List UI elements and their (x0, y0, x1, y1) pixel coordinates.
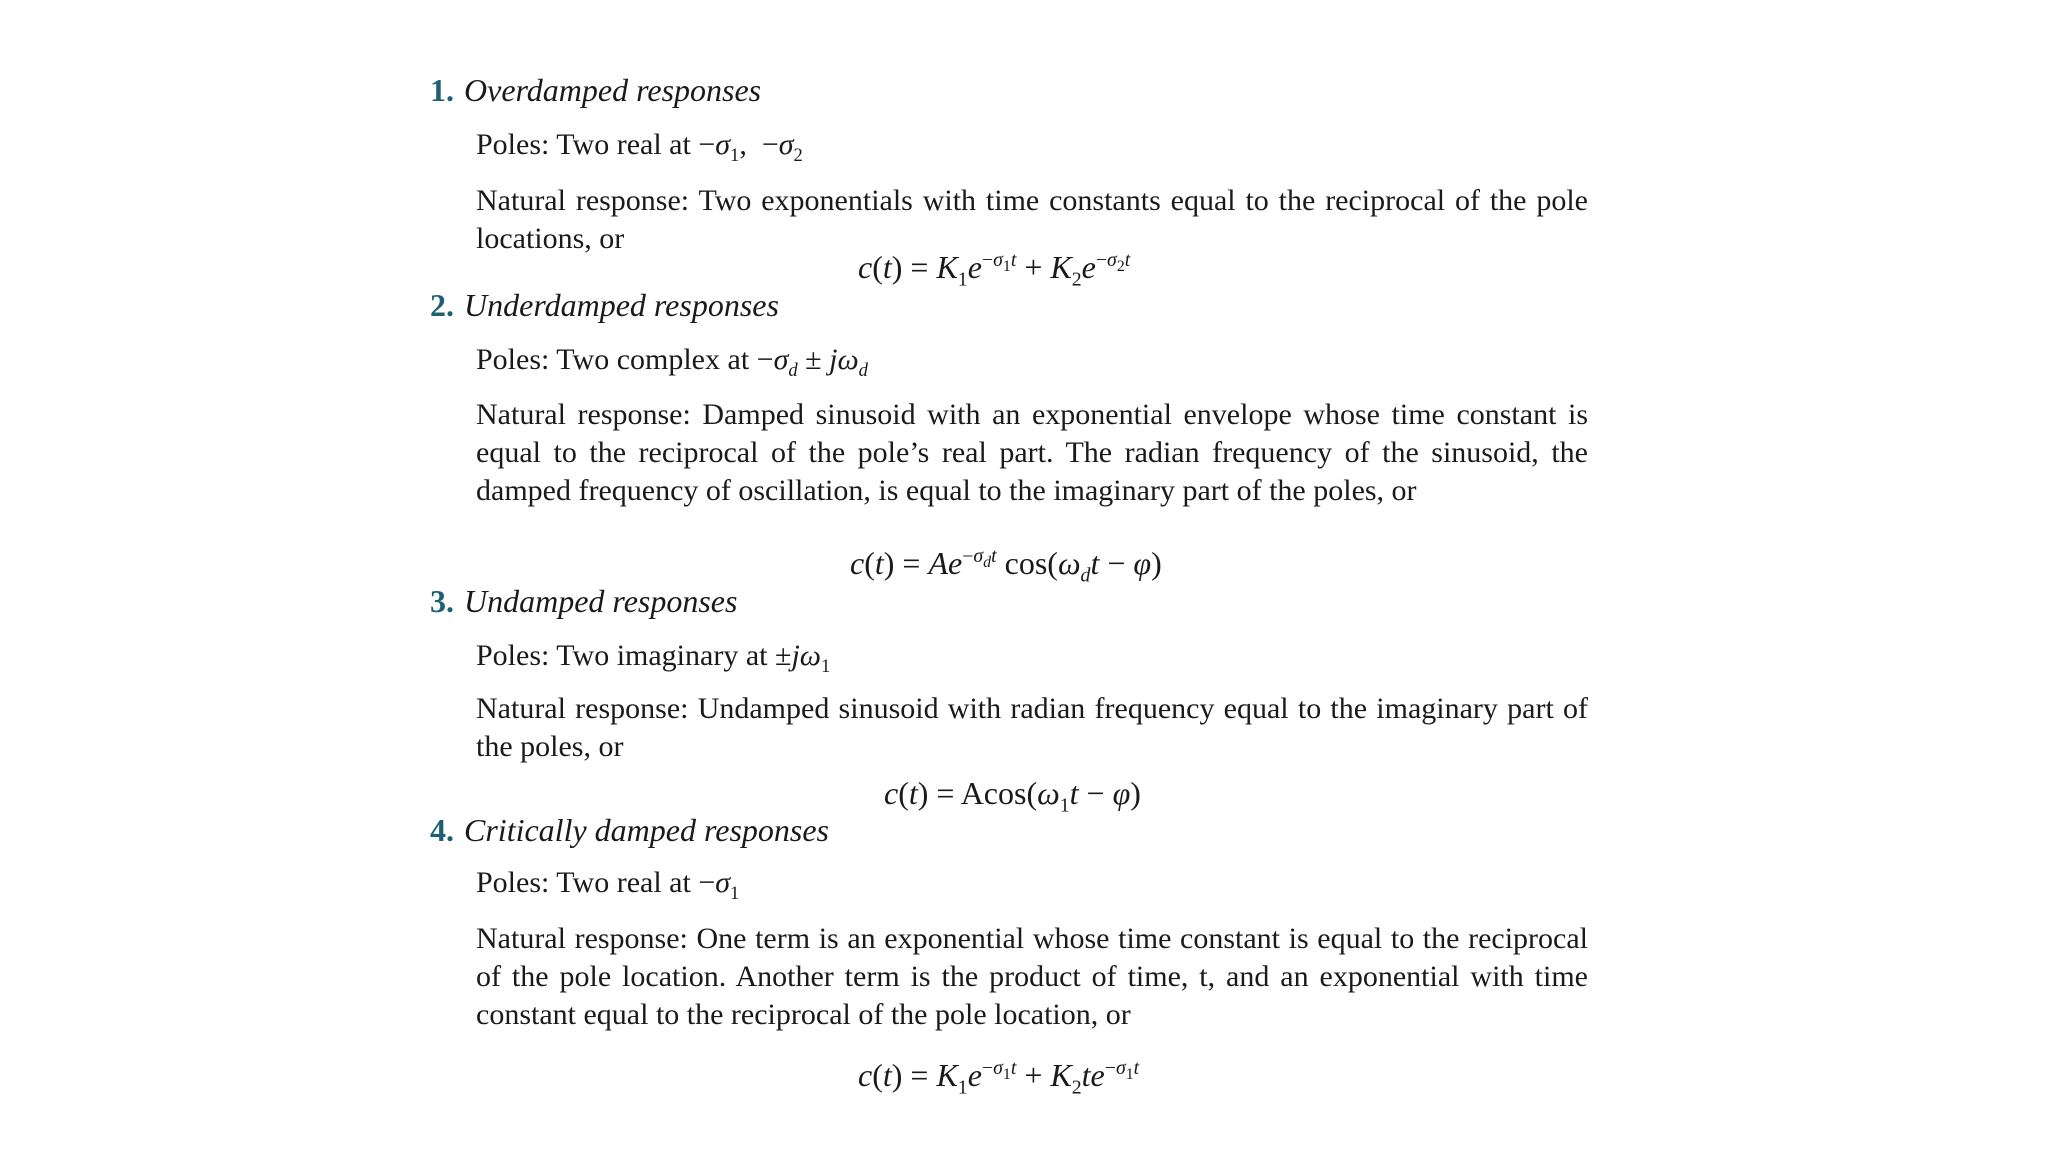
section-number: 1. (430, 72, 454, 108)
natural-response-undamped: Natural response: Undamped sinusoid with radian frequency equal to the imaginary part of the poles, or (476, 692, 1588, 763)
section-heading-critically-damped (430, 810, 829, 850)
section-heading-undamped (430, 581, 737, 621)
poles-label: Poles: Two complex at (476, 343, 750, 376)
poles-value: $-\sigma_d \pm j\omega_d$ (756, 343, 868, 381)
poles-value: $\pm j\omega_1$ (774, 639, 831, 677)
poles-label: Poles: Two real at (476, 866, 691, 899)
poles-value: $-\sigma_1$, $-\sigma_2$ (698, 128, 803, 166)
natural-response-underdamped: Natural response: Damped sinusoid with an exponential envelope whose time constant is equal to the reciprocal of the pole’s real part. The radian frequency of the sinusoid, the damped frequency of oscillation, is equal to the imaginary part of the poles, or (476, 398, 1588, 507)
section-heading-overdamped (430, 70, 761, 110)
equation-overdamped: $c(t) = K_1e^{-\sigma_1t} + K_2e^{-\sigma_2t}$ (858, 249, 1131, 291)
poles-line-overdamped (476, 126, 803, 164)
poles-line-underdamped (476, 341, 868, 379)
section-heading-underdamped (430, 285, 779, 325)
poles-label: Poles: Two imaginary at (476, 639, 768, 672)
section-number: 3. (430, 583, 454, 619)
section-title: Underdamped responses (464, 287, 779, 323)
equation-undamped: $c(t) = Acos(\omega_1t - \varphi)$ (884, 775, 1141, 817)
natural-response-overdamped: Natural response: Two exponentials with time constants equal to the reciprocal of the pole locations, or (476, 184, 1588, 255)
poles-line-undamped (476, 637, 830, 675)
section-title: Critically damped responses (464, 812, 829, 848)
natural-response-critically-damped: Natural response: One term is an exponential whose time constant is equal to the reciprocal of the pole location. Another term is the product of time, t, and an exponential with time constant equal to the reciprocal of the pole location, or (476, 922, 1588, 1031)
section-title: Overdamped responses (464, 72, 762, 108)
equation-underdamped: $c(t) = Ae^{-\sigma_dt}$ $\cos(\omega_dt - \varphi)$ (850, 545, 1162, 587)
poles-line-critically-damped (476, 864, 739, 902)
poles-value: $-\sigma_1$ (698, 866, 740, 904)
equation-critically-damped: $c(t) = K_1e^{-\sigma_1t} + K_2te^{-\sigma_1t}$ (858, 1057, 1140, 1099)
section-title: Undamped responses (464, 583, 738, 619)
section-number: 4. (430, 812, 454, 848)
poles-label: Poles: Two real at (476, 128, 691, 161)
section-number: 2. (430, 287, 454, 323)
